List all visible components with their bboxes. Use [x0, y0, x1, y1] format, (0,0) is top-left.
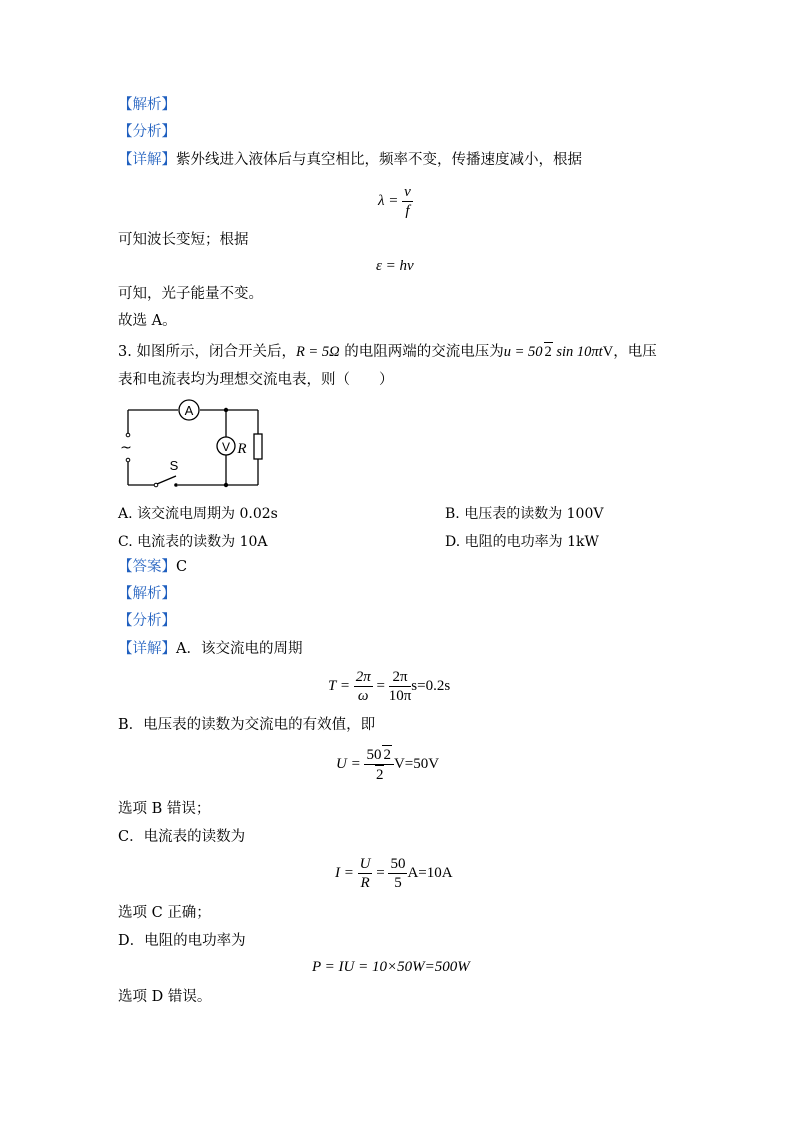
option-d: D. 电阻的电功率为 1kW	[445, 534, 599, 550]
ac-source	[120, 433, 132, 462]
voltmeter-label: V	[221, 440, 231, 454]
answer-tag: 【答案】	[118, 559, 176, 575]
solution-b-line: B．电压表的读数为交流电的有效值，即	[118, 717, 376, 733]
eq1-num: v	[404, 184, 411, 200]
stem-resistance: R = 5Ω	[295, 344, 340, 360]
current-lhs: I =	[335, 864, 354, 881]
stem-part-b: 的电阻两端的交流电压为	[339, 344, 504, 360]
voltmeter	[217, 437, 235, 455]
analysis-sub-tag: 【分析】	[118, 124, 176, 140]
eq1-den: f	[405, 203, 410, 219]
ac-source-symbol: ~	[120, 440, 132, 456]
period-eq: =	[376, 677, 385, 694]
current-num-1: U	[359, 856, 371, 872]
voltage-num-sqrt: 2	[383, 747, 391, 763]
ammeter-label: A	[184, 403, 194, 418]
stem-sqrt: 2	[544, 344, 552, 360]
period-lhs: T =	[328, 677, 350, 694]
solution-c-right: 选项 C 正确；	[118, 905, 211, 921]
option-a: A. 该交流电周期为 0.02s	[118, 506, 278, 522]
analysis-tag-2: 【解析】	[118, 586, 176, 602]
period-num-2: 2π	[389, 668, 412, 687]
current-num-2: 50	[390, 856, 406, 872]
analysis-tag: 【解析】	[118, 97, 176, 113]
text-line-2: 可知波长变短；根据	[118, 232, 249, 248]
detail-line	[118, 151, 582, 169]
stem-voltage: u = 50	[503, 344, 543, 360]
switch	[154, 458, 178, 487]
stem-part-a: 3. 如图所示，闭合开关后，	[118, 344, 296, 360]
solution-a-line: A．该交流电的周期	[176, 641, 303, 657]
resistor-label: R	[237, 441, 247, 457]
ammeter	[179, 400, 199, 420]
resistor	[254, 434, 262, 459]
equation-energy: ε = hν	[376, 258, 414, 274]
solution-c-line: C．电流表的读数为	[118, 829, 246, 845]
analysis-sub-tag-2: 【分析】	[118, 613, 176, 629]
solution-b-wrong: 选项 B 错误；	[118, 801, 211, 817]
stem-unit: V	[602, 344, 614, 360]
voltage-num: 50	[366, 747, 382, 763]
equation-period	[328, 668, 450, 705]
equation-power: P = IU = 10×50W=500W	[312, 959, 470, 975]
detail-tag: 【详解】	[118, 152, 176, 168]
stem-part-c: ，电压	[613, 344, 657, 360]
eq1-fraction	[402, 183, 413, 220]
period-result: s=0.2s	[411, 677, 451, 694]
period-num-1: 2π	[355, 669, 371, 685]
detail-tag-2: 【详解】	[118, 641, 176, 657]
equation-voltage	[336, 745, 439, 784]
option-c: C. 电流表的读数为 10A	[118, 534, 268, 550]
detail-line-2	[118, 640, 302, 658]
current-result: A=10A	[407, 864, 453, 881]
text-line-4: 故选 A。	[118, 313, 177, 329]
circuit-diagram	[118, 396, 278, 494]
question-3-stem	[118, 342, 657, 361]
option-b: B. 电压表的读数为 100V	[445, 506, 604, 522]
stem-sin: sin 10πt	[552, 344, 603, 360]
current-eq: =	[376, 864, 385, 881]
switch-label: S	[169, 458, 179, 473]
period-den-1: ω	[357, 688, 369, 704]
current-den-1: R	[360, 875, 370, 891]
text-line-3: 可知，光子能量不变。	[118, 286, 263, 302]
answer-value: C	[176, 559, 188, 575]
voltage-den-sqrt: 2	[375, 767, 384, 783]
voltage-lhs: U =	[336, 755, 361, 772]
solution-d-wrong: 选项 D 错误。	[118, 989, 212, 1005]
answer-line	[118, 558, 187, 576]
solution-d-line: D．电阻的电功率为	[118, 933, 246, 949]
voltage-result: V=50V	[393, 755, 440, 772]
equation-current	[335, 855, 453, 892]
question-3-stem-line2: 表和电流表均为理想交流电表，则（ ）	[118, 372, 394, 388]
equation-wavelength	[378, 183, 413, 220]
eq1-lhs: λ =	[378, 192, 399, 209]
period-den-2: 10π	[388, 688, 412, 704]
detail-text: 紫外线进入液体后与真空相比，频率不变，传播速度减小，根据	[176, 152, 582, 168]
current-den-2: 5	[394, 875, 402, 891]
